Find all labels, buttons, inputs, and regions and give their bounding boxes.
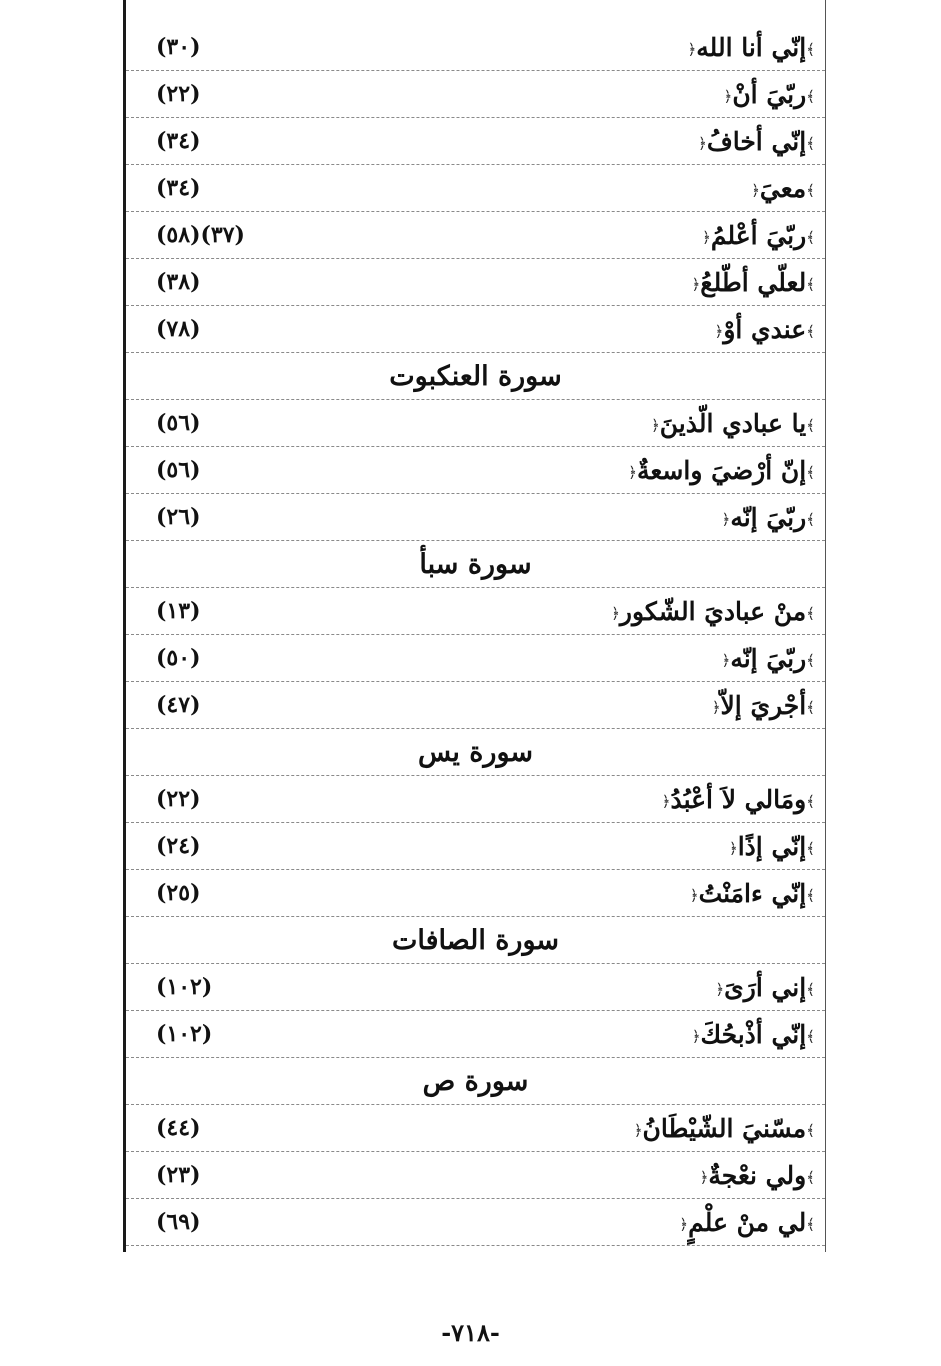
entry-phrase [722,503,815,532]
ornate-bracket-close-icon: ﴿ [698,134,707,152]
page-frame [123,0,826,1252]
index-entry-row [126,447,825,494]
index-entry-row [126,1011,825,1058]
entry-phrase [691,268,815,297]
surah-heading [126,917,825,964]
ornate-bracket-close-icon: ﴿ [723,87,733,105]
surah-heading [126,353,825,400]
ornate-bracket-open-icon: ﴾ [806,1027,815,1045]
ornate-bracket-open-icon: ﴾ [806,275,815,293]
surah-heading [126,729,825,776]
entry-phrase-text: إنّي أنا الله [696,32,807,62]
ornate-bracket-open-icon: ﴾ [806,651,815,669]
ornate-bracket-open-icon: ﴾ [806,1168,815,1186]
ornate-bracket-close-icon: ﴿ [650,416,660,434]
index-rows [126,24,825,1246]
index-entry-row [126,1105,825,1152]
verse-number: (٢٤) [156,833,201,859]
index-entry-row [126,400,825,447]
ornate-bracket-close-icon: ﴿ [721,651,731,669]
entry-phrase-text: منْ عباديَ الشّكور [619,596,807,626]
ornate-bracket-close-icon: ﴿ [715,980,725,998]
surah-heading [126,541,825,588]
entry-phrase-text: لعلّي أطّلعُ [700,267,807,297]
ornate-bracket-open-icon: ﴾ [806,604,815,622]
verse-number: (٥٠) [156,645,201,671]
ornate-bracket-close-icon: ﴿ [687,40,697,58]
entry-phrase [712,691,815,720]
verse-number: (٣٠) [156,34,201,60]
entry-phrase-text: ولي نعْجةٌ [708,1160,807,1190]
index-entry-row [126,212,825,259]
ornate-bracket-open-icon: ﴾ [806,510,815,528]
verse-number: (٣٤) [156,175,201,201]
ornate-bracket-open-icon: ﴾ [806,322,815,340]
entry-phrase-text: إني أرَىَ [724,972,807,1002]
page-number: -٧١٨- [441,1318,500,1347]
verse-number: (٧٨) [156,316,201,342]
entry-phrase-text: ومَالي لاَ أعْبُدُ [670,784,807,814]
entry-phrase [634,1114,815,1143]
verse-number: (٤٤) [156,1115,201,1141]
ornate-bracket-close-icon: ﴿ [721,510,731,528]
ornate-bracket-open-icon: ﴾ [806,1215,815,1233]
verse-number: (٣٤) [156,128,201,154]
ornate-bracket-close-icon: ﴿ [628,463,637,481]
entry-phrase-text: عندي أوْ [723,314,807,344]
ornate-bracket-open-icon: ﴾ [806,1121,815,1139]
verse-number: (٢٢) [156,81,201,107]
entry-phrase [698,127,815,156]
entry-phrase [662,785,815,814]
entry-phrase-text: إنّي إذًا [737,831,807,861]
ornate-bracket-open-icon: ﴾ [806,228,815,246]
verse-number: (٥٦) [156,457,201,483]
index-entry-row [126,118,825,165]
ornate-bracket-close-icon: ﴿ [728,839,738,857]
ornate-bracket-close-icon: ﴿ [633,1121,643,1139]
index-entry-row [126,24,825,71]
entry-phrase [724,80,815,109]
index-entry-row [126,823,825,870]
ornate-bracket-close-icon: ﴿ [679,1215,689,1233]
entry-phrase-text: إنّ أرْضيَ واسعةٌ [636,455,807,485]
verse-number: (٣٨) [156,269,201,295]
index-entry-row [126,635,825,682]
verse-number: (٣٧)(٥٨) [156,222,245,248]
entry-phrase-text: ربّيَ أنْ [732,79,807,109]
index-entry-row [126,259,825,306]
verse-number: (٢٥) [156,880,201,906]
entry-phrase-text: إنّي أخافُ [706,126,807,156]
entry-phrase-text: ربّيَ أعْلمُ [710,220,807,250]
surah-heading [126,1058,825,1105]
surah-title: سورة ص [422,1065,529,1097]
ornate-bracket-open-icon: ﴾ [806,839,815,857]
entry-phrase [700,1161,815,1190]
entry-phrase [702,221,815,250]
entry-phrase-text: يا عبادي الّذينَ [659,408,807,438]
index-entry-row [126,1199,825,1246]
entry-phrase-text: معيَ [759,173,807,203]
ornate-bracket-open-icon: ﴾ [806,181,815,199]
index-entry-row [126,682,825,729]
entry-phrase [651,409,815,438]
ornate-bracket-close-icon: ﴿ [611,604,620,622]
entry-phrase-text: ربّيَ إنّه [730,502,807,532]
entry-phrase-text: أجْريَ إلاّ [720,690,807,720]
ornate-bracket-close-icon: ﴿ [702,228,711,246]
index-entry-row [126,1152,825,1199]
entry-phrase [690,879,815,908]
entry-phrase [611,597,815,626]
ornate-bracket-close-icon: ﴿ [751,181,760,199]
entry-phrase [679,1208,815,1237]
index-entry-row [126,165,825,212]
entry-phrase-text: إنّي ءامَنْتُ [698,878,807,908]
entry-phrase [687,33,815,62]
entry-phrase [722,644,815,673]
entry-phrase [715,973,815,1002]
entry-phrase [628,456,815,485]
surah-title: سورة الصافات [391,924,560,956]
verse-number: (٤٧) [156,692,201,718]
ornate-bracket-open-icon: ﴾ [806,698,815,716]
ornate-bracket-open-icon: ﴾ [806,40,815,58]
index-entry-row [126,776,825,823]
entry-phrase-text: لي منْ علْمٍ [688,1207,807,1237]
entry-phrase-text: إنّي أذْبحُكَ [700,1019,807,1049]
entry-phrase [692,1020,815,1049]
ornate-bracket-close-icon: ﴿ [689,886,699,904]
ornate-bracket-close-icon: ﴿ [699,1168,709,1186]
index-entry-row [126,494,825,541]
index-entry-row [126,870,825,917]
index-entry-row [126,964,825,1011]
ornate-bracket-open-icon: ﴾ [806,792,815,810]
entry-phrase [715,315,815,344]
entry-phrase-text: مسّنيَ الشّيْطَانُ [642,1113,807,1143]
ornate-bracket-close-icon: ﴿ [714,322,724,340]
entry-phrase [729,832,815,861]
verse-number: (٦٩) [156,1209,201,1235]
ornate-bracket-open-icon: ﴾ [806,134,815,152]
surah-title: سورة سبأ [419,548,532,580]
entry-phrase [751,174,815,203]
index-entry-row [126,588,825,635]
surah-title: سورة يس [417,736,534,768]
ornate-bracket-close-icon: ﴿ [691,275,701,293]
verse-number: (١٠٢) [156,1021,213,1047]
ornate-bracket-close-icon: ﴿ [711,698,721,716]
ornate-bracket-open-icon: ﴾ [806,87,815,105]
entry-phrase-text: ربّيَ إنّه [730,643,807,673]
surah-title: سورة العنكبوت [389,360,562,392]
verse-number: (٥٦) [156,410,201,436]
ornate-bracket-close-icon: ﴿ [661,792,671,810]
ornate-bracket-open-icon: ﴾ [806,463,815,481]
ornate-bracket-open-icon: ﴾ [806,980,815,998]
index-entry-row [126,71,825,118]
ornate-bracket-open-icon: ﴾ [806,886,815,904]
ornate-bracket-open-icon: ﴾ [806,416,815,434]
index-entry-row [126,306,825,353]
verse-number: (٢٦) [156,504,201,530]
verse-number: (١٠٢) [156,974,213,1000]
verse-number: (١٣) [156,598,201,624]
ornate-bracket-close-icon: ﴿ [691,1027,701,1045]
verse-number: (٢٢) [156,786,201,812]
verse-number: (٢٣) [156,1162,201,1188]
